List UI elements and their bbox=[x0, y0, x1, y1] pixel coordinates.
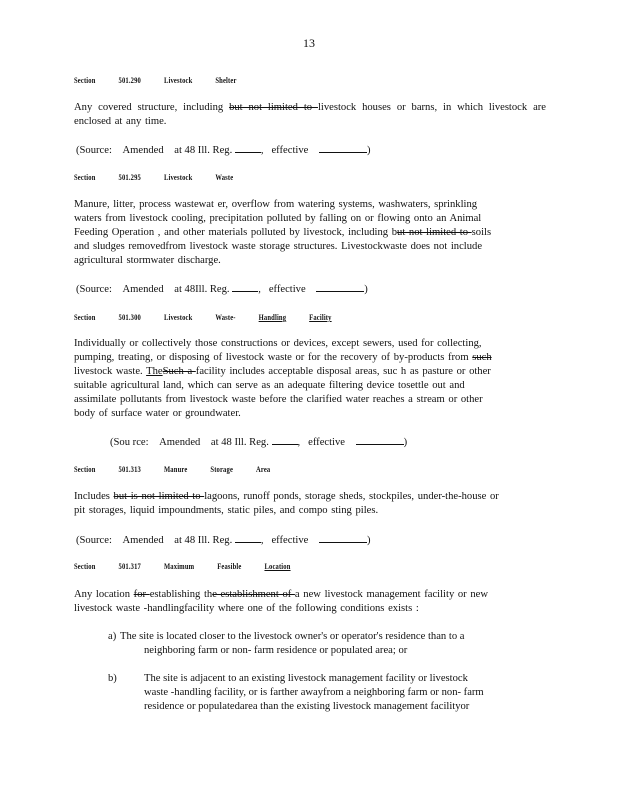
section-heading-501-290: Section 501.290 Livestock Shelter bbox=[74, 76, 237, 85]
page-number: 13 bbox=[303, 36, 315, 50]
source-note-501-290: (Source: Amended at 48 Ill. Reg. , effective ) bbox=[76, 145, 371, 156]
section-heading-501-295: Section 501.295 Livestock Waste bbox=[74, 173, 234, 182]
section-heading-501-313: Section 501.313 Manure Storage Area bbox=[74, 465, 271, 474]
section-body-501-295: Manure, litter, process wastewat er, overflow from watering systems, washwaters, sprinkling waters from livestock cooling, precipitation polluted by falling on or flowing onto an Animal Feeding Operation , and other materials polluted by livestock, including but not limited to soils and sludges removedfrom livestock waste storage structures. Livestockwaste does not include agricultural stormwater discharge. bbox=[74, 199, 492, 266]
section-heading-501-300: Section 501.300 Livestock Waste- Handling Facility bbox=[74, 313, 332, 322]
list-item-a: a) The site is located closer to the livestock owner's or operator's residence than to a neighboring farm or non- farm residence or populated area; or bbox=[108, 631, 465, 656]
source-note-501-313: (Source: Amended at 48 Ill. Reg. , effective ) bbox=[76, 535, 371, 546]
section-heading-501-317: Section 501.317 Maximum Feasible Location bbox=[74, 562, 291, 571]
section-body-501-290: Any covered structure, including but not limited to livestock houses or barns, in which livestock are enclosed at any time. bbox=[74, 102, 546, 127]
list-item-b: b) The site is adjacent to an existing livestock management facility or livestock waste -handling facility, or is farther awayfrom a neighboring farm or non- farm residence or populatedarea than the existing livestock management facilityor bbox=[108, 673, 484, 712]
section-body-501-317: Any location for establishing the establishment of a new livestock management facility or new livestock waste -handlingfacility where one of the following conditions exists : bbox=[74, 589, 489, 614]
section-body-501-300: Individually or collectively those constructions or devices, except sewers, used for collecting, pumping, treating, or disposing of livestock waste or for the recovery of by-products from such livestock waste. TheSuch a facility includes acceptable disposal areas, suc h as pasture or other suitable agricultural land, which can serve as an adequate filtering device tosettle out and assimilate pollutants from livestock waste before the clarified water reaches a stream or other body of surface water or groundwater. bbox=[74, 338, 492, 419]
source-note-501-300: (Sou rce: Amended at 48 Ill. Reg. , effective ) bbox=[110, 437, 408, 448]
source-note-501-295: (Source: Amended at 48Ill. Reg. , effective ) bbox=[76, 284, 368, 295]
section-body-501-313: Includes but is not limited to lagoons, runoff ponds, storage sheds, stockpiles, under-the-house or pit storages, liquid impoundments, static piles, and compo sting piles. bbox=[74, 491, 499, 516]
